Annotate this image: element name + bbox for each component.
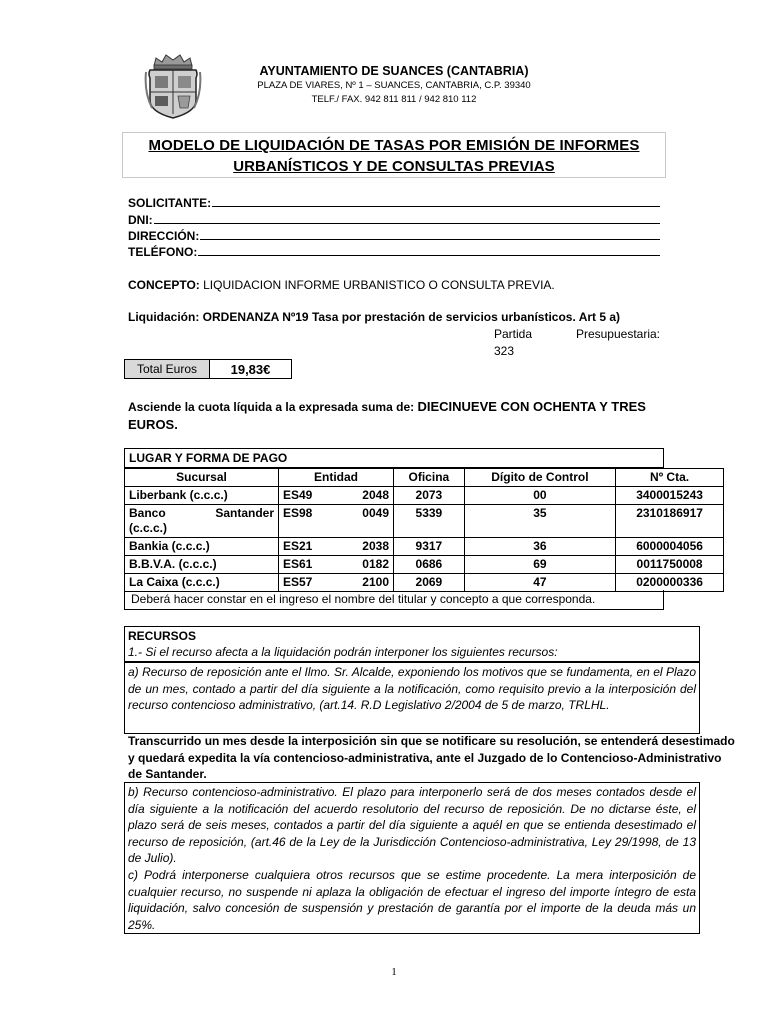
- partida-word-2: Presupuestaria:: [575, 327, 660, 341]
- entity-code: 2038: [362, 539, 389, 553]
- cuenta-cell: 2310186917: [616, 505, 724, 538]
- entity-code: 2100: [362, 575, 389, 589]
- cuenta-cell: 0011750008: [616, 556, 724, 574]
- bank-name-part-1: Banco: [129, 506, 166, 520]
- cuenta-cell: 6000004056: [616, 538, 724, 556]
- bank-name: Liberbank (c.c.c.): [125, 487, 279, 505]
- recurso-contencioso: [124, 782, 700, 934]
- bank-name: B.B.V.A. (c.c.c.): [125, 556, 279, 574]
- cuenta-cell: 3400015243: [616, 487, 724, 505]
- field-solicitante-label: SOLICITANTE:: [128, 196, 212, 210]
- dc-cell: 00: [464, 487, 615, 505]
- field-solicitante-line[interactable]: [212, 196, 660, 207]
- table-row: [125, 574, 724, 592]
- asciende-amount: DIECINUEVE CON OCHENTA Y TRES EUROS.: [128, 399, 646, 432]
- field-solicitante[interactable]: [128, 196, 660, 210]
- entity-code: 0049: [362, 506, 389, 520]
- entidad-cell: [279, 556, 394, 574]
- oficina-cell: 2073: [394, 487, 465, 505]
- field-dni[interactable]: [128, 213, 660, 227]
- payment-table: [124, 468, 724, 592]
- table-row: [125, 556, 724, 574]
- iban-prefix: ES49: [283, 488, 313, 502]
- field-dni-label: DNI:: [128, 213, 153, 227]
- field-direccion-label: DIRECCIÓN:: [128, 229, 200, 243]
- col-numero-cuenta: Nº Cta.: [616, 469, 724, 487]
- iban-prefix: ES57: [283, 575, 313, 589]
- recurso-reposicion: [124, 662, 700, 734]
- dc-cell: 35: [464, 505, 615, 538]
- cuenta-cell: 0200000336: [616, 574, 724, 592]
- page-number: 1: [391, 966, 397, 978]
- partida-word-1: Partida: [494, 327, 533, 341]
- iban-prefix: ES98: [283, 506, 313, 520]
- entity-code: 0182: [362, 557, 389, 571]
- table-row: [125, 487, 724, 505]
- entidad-cell: [279, 574, 394, 592]
- oficina-cell: 2069: [394, 574, 465, 592]
- bank-name: [125, 505, 279, 538]
- field-telefono-line[interactable]: [198, 245, 660, 256]
- oficina-cell: 9317: [394, 538, 465, 556]
- dc-cell: 69: [464, 556, 615, 574]
- entity-code: 2048: [362, 488, 389, 502]
- bank-name: Bankia (c.c.c.): [125, 538, 279, 556]
- iban-prefix: ES61: [283, 557, 313, 571]
- recurso-reposicion-text: a) Recurso de reposición ante el Ilmo. Sr. Alcalde, exponiendo los motivos que se fundamenta, en el Plazo de un mes, contado a partir del día siguiente a la notificación, como requisito previo a la interposición del recurso contencioso administrativo, (art.14. R.D Legislativo 2/2004 de 5 de marzo, TRLHL.: [128, 665, 696, 713]
- recursos-title: RECURSOS: [128, 629, 197, 643]
- concepto: [128, 278, 555, 292]
- organization-phone: TELF./ FAX. 942 811 811 / 942 810 112: [311, 94, 477, 105]
- entidad-cell: [279, 538, 394, 556]
- col-entidad: Entidad: [279, 469, 394, 487]
- field-direccion-line[interactable]: [200, 229, 660, 240]
- total-label: Total Euros: [125, 360, 210, 378]
- col-oficina: Oficina: [394, 469, 465, 487]
- total-value: 19,83€: [230, 361, 271, 377]
- payment-header-row: [125, 469, 724, 487]
- table-row: [125, 538, 724, 556]
- payment-note: Deberá hacer constar en el ingreso el nombre del titular y concepto a que corresponda.: [124, 590, 664, 610]
- form-title-line-1: MODELO DE LIQUIDACIÓN DE TASAS POR EMISIÓN DE INFORMES: [148, 137, 640, 154]
- iban-prefix: ES21: [283, 539, 313, 553]
- asciende-text: [128, 398, 668, 434]
- bank-name-part-2: Santander: [215, 506, 274, 520]
- bank-name: La Caixa (c.c.c.): [125, 574, 279, 592]
- partida-presupuestaria: [494, 327, 660, 341]
- payment-heading: LUGAR Y FORMA DE PAGO: [124, 448, 664, 468]
- concepto-label: CONCEPTO:: [128, 278, 200, 292]
- entidad-cell: [279, 505, 394, 538]
- organization-name: AYUNTAMIENTO DE SUANCES (CANTABRIA): [259, 64, 529, 78]
- col-sucursal: Sucursal: [125, 469, 279, 487]
- liquidacion-text: Liquidación: ORDENANZA Nº19 Tasa por prestación de servicios urbanísticos. Art 5 a): [128, 310, 621, 324]
- total-box: [124, 359, 292, 379]
- bank-name-part-3: (c.c.c.): [129, 521, 168, 535]
- recursos-box: [124, 626, 700, 662]
- col-digito-control: Dígito de Control: [464, 469, 615, 487]
- dc-cell: 36: [464, 538, 615, 556]
- table-row: [125, 505, 724, 538]
- organization-address: PLAZA DE VIARES, Nº 1 – SUANCES, CANTABRIA, C.P. 39340: [257, 80, 531, 91]
- field-telefono-label: TELÉFONO:: [128, 245, 198, 259]
- recurso-contencioso-text: b) Recurso contencioso-administrativo. El plazo para interponerlo será de dos meses contados desde el día siguiente a la notificación del acuerdo resolutorio del recurso de reposición. De no dictarse éste, el plazo será de seis meses, contados a partir del día siguiente a aquél en que se entienda desestimado el recurso de reposición, (art.46 de la Ley de la Jurisdicción Contencioso-administrativa, Ley 29/1998, de 13 de Julio).: [128, 785, 696, 866]
- oficina-cell: 5339: [394, 505, 465, 538]
- entidad-cell: [279, 487, 394, 505]
- oficina-cell: 0686: [394, 556, 465, 574]
- form-title-line-2: URBANÍSTICOS Y DE CONSULTAS PREVIAS: [233, 158, 555, 175]
- dc-cell: 47: [464, 574, 615, 592]
- field-direccion[interactable]: [128, 229, 660, 243]
- field-dni-line[interactable]: [154, 213, 660, 224]
- concepto-value: LIQUIDACION INFORME URBANISTICO O CONSULTA PREVIA.: [199, 278, 555, 292]
- asciende-label: Asciende la cuota líquida a la expresada suma de:: [128, 400, 418, 414]
- otros-recursos-text: c) Podrá interponerse cualquiera otros recursos que se estime procedente. La mera interposición de cualquier recurso, no suspende ni aplaza la obligación de efectuar el ingreso del importe íntegro de esta liquidación, salvo concesión de suspensión y prestación de garantía por el importe de la deuda más un 25%.: [128, 867, 696, 932]
- partida-number: 323: [494, 344, 515, 358]
- field-telefono[interactable]: [128, 245, 660, 259]
- recursos-subtitle: 1.- Si el recurso afecta a la liquidación podrán interponer los siguientes recursos:: [128, 645, 558, 659]
- transcurrido-text: Transcurrido un mes desde la interposición sin que se notificare su resolución, se entenderá desestimado y quedará expedita la vía contencioso-administrativa, ante el Juzgado de lo Contencioso-Administrativo de Santander.: [128, 734, 735, 781]
